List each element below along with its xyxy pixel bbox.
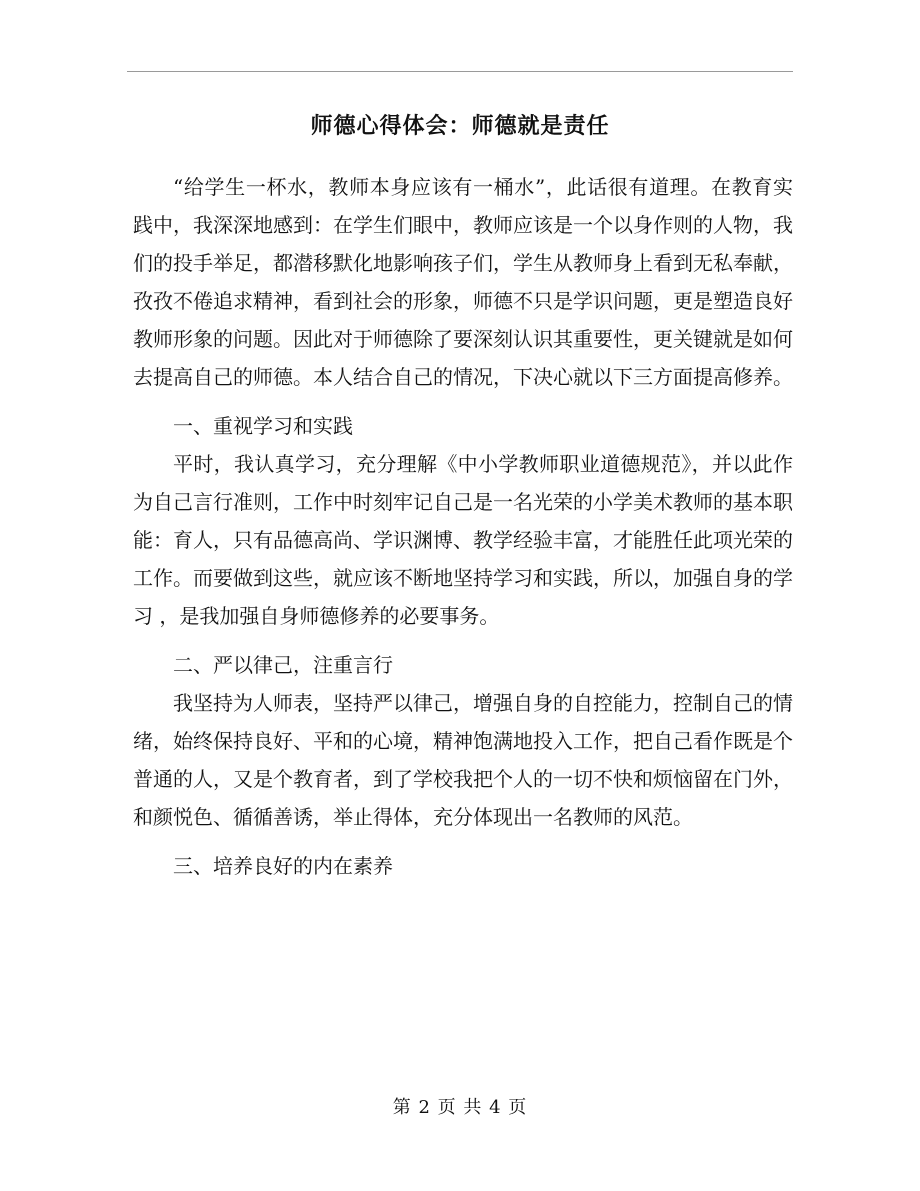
page-number-footer: 第 2 页 共 4 页 <box>392 1097 528 1118</box>
document-body <box>133 168 793 885</box>
header-rule <box>127 71 793 72</box>
document-title: 师德心得体会：师德就是责任 <box>310 113 610 139</box>
section-heading-3: 三、培养良好的内在素养 <box>173 854 393 878</box>
section-1-paragraph: 平时，我认真学习，充分理解《中小学教师职业道德规范》，并以此作为自己言行准则，工作中时刻牢记自己是一名光荣的小学美术教师的基本职能：育人，只有品德高尚、学识渊博、教学经验丰富，才能胜任此项光荣的工作。而要做到这些，就应该不断地坚持学习和实践，所以，加强自身的学习 ，是我加强自身师德修养的必要事务。 <box>133 452 793 628</box>
section-heading-1: 一、重视学习和实践 <box>173 414 353 438</box>
intro-paragraph: “给学生一杯水，教师本身应该有一桶水”，此话很有道理。在教育实践中，我深深地感到：在学生们眼中，教师应该是一个以身作则的人物，我们的投手举足，都潜移默化地影响孩子们，学生从教师身上看到无私奉献，孜孜不倦追求精神，看到社会的形象，师德不只是学识问题，更是塑造良好教师形象的问题。因此对于师德除了要深刻认识其重要性，更关键就是如何去提高自己的师德。本人结合自己的情况，下决心就以下三方面提高修养。 <box>133 175 793 389</box>
section-heading-2: 二、严以律己，注重言行 <box>173 653 393 677</box>
section-2-paragraph: 我坚持为人师表，坚持严以律己，增强自身的自控能力，控制自己的情绪，始终保持良好、平和的心境，精神饱满地投入工作，把自己看作既是个普通的人，又是个教育者，到了学校我把个人的一切不快和烦恼留在门外，和颜悦色、循循善诱，举止得体，充分体现出一名教师的风范。 <box>133 691 793 829</box>
